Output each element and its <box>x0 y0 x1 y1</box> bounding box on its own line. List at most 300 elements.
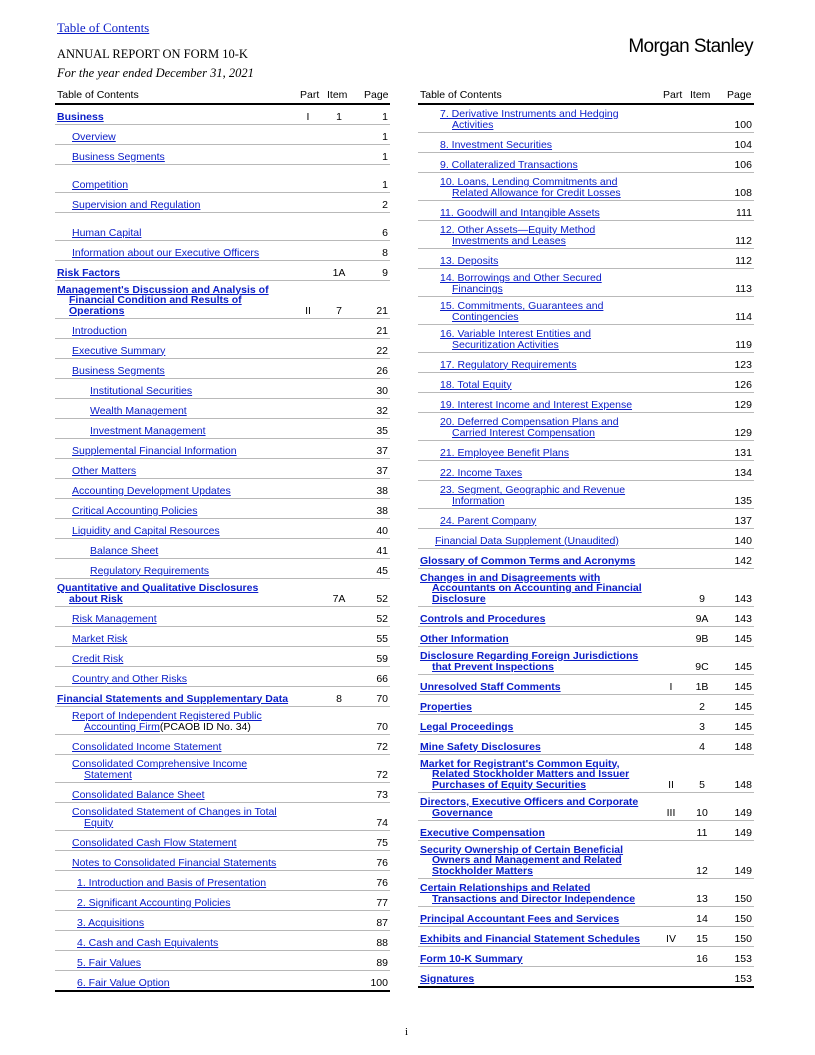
entry-line: Owners and Management and Related <box>432 854 622 866</box>
toc-entry-link[interactable] <box>72 634 127 645</box>
item-number: 13 <box>696 892 708 905</box>
toc-entry-link[interactable] <box>72 486 231 497</box>
toc-entry-link[interactable] <box>440 273 602 294</box>
entry-line: Statement <box>84 768 132 781</box>
toc-row <box>418 105 754 133</box>
toc-entry-link[interactable] <box>57 694 288 705</box>
entry-line: Consolidated Comprehensive Income <box>72 758 248 770</box>
toc-row <box>418 947 754 967</box>
toc-entry-link[interactable] <box>72 838 237 849</box>
toc-row <box>418 627 754 647</box>
entry-line: 20. Deferred Compensation Plans and <box>440 416 619 428</box>
entry-line: Mine Safety Disclosures <box>420 740 541 753</box>
item-number: 1A <box>332 266 346 279</box>
entry-line: Liquidity and Capital Resources <box>72 524 220 537</box>
toc-entry-link[interactable] <box>440 140 552 151</box>
toc-row <box>418 695 754 715</box>
part-number: II <box>668 778 674 791</box>
toc-entry-link[interactable] <box>72 807 277 828</box>
toc-row <box>55 339 390 359</box>
entry-line: Disclosure Regarding Foreign Jurisdictions <box>420 650 639 662</box>
entry-line: Accounting Development Updates <box>72 484 231 497</box>
toc-row <box>55 891 390 911</box>
toc-row <box>418 509 754 529</box>
toc-row <box>55 851 390 871</box>
toc-entry-link[interactable] <box>420 682 561 693</box>
page-ref: 9 <box>382 266 388 279</box>
toc-row <box>418 297 754 325</box>
entry-line: Regulatory Requirements <box>90 564 210 577</box>
page-ref: 35 <box>376 424 388 437</box>
part-number: IV <box>666 932 676 945</box>
toc-entry-link[interactable] <box>90 406 187 417</box>
part-number: II <box>305 304 311 317</box>
toc-entry-link[interactable] <box>420 934 640 945</box>
entry-line: Legal Proceedings <box>420 720 514 733</box>
toc-entry-link[interactable] <box>72 366 165 377</box>
page-ref: 119 <box>735 338 752 351</box>
toc-row <box>55 213 390 241</box>
toc-entry-link[interactable] <box>72 742 221 753</box>
page-ref: 153 <box>734 952 752 965</box>
toc-row <box>418 927 754 947</box>
page-ref: 145 <box>734 632 752 645</box>
entry-line-wrap <box>72 722 262 733</box>
toc-row <box>418 675 754 695</box>
toc-row <box>55 607 390 627</box>
page-ref: 52 <box>376 612 388 625</box>
toc-entry-link[interactable] <box>440 208 600 219</box>
entry-line: about Risk <box>69 592 123 605</box>
entry-line: Information about our Executive Officers <box>72 246 260 259</box>
toc-column-right <box>418 86 754 988</box>
entry-line: Signatures <box>420 972 475 985</box>
toc-header <box>55 86 390 105</box>
entry-line: Governance <box>432 806 493 819</box>
report-subtitle: For the year ended December 31, 2021 <box>57 66 254 80</box>
item-number: 10 <box>696 806 708 819</box>
part-number: I <box>306 110 310 123</box>
toc-entry-link[interactable] <box>90 386 192 397</box>
toc-entry-link[interactable] <box>90 426 206 437</box>
toc-entry-link[interactable] <box>72 858 276 869</box>
toc-entry-link[interactable] <box>77 918 144 929</box>
page-ref: 100 <box>734 118 752 131</box>
entry-line: Information <box>452 494 505 507</box>
page-ref: 73 <box>376 788 388 801</box>
toc-entry-link[interactable] <box>420 974 474 985</box>
entry-line: 19. Interest Income and Interest Expense <box>440 398 633 411</box>
page-ref: 8 <box>382 246 388 259</box>
toc-entry-link[interactable] <box>440 400 632 411</box>
table-of-contents-link[interactable]: Table of Contents <box>57 20 150 35</box>
toc-entry-link[interactable] <box>440 448 569 459</box>
toc-entry-link[interactable] <box>440 329 591 350</box>
entry-line: Exhibits and Financial Statement Schedules <box>420 932 640 945</box>
page-ref: 1 <box>382 130 388 143</box>
item-number: 11 <box>696 826 708 839</box>
toc-entry-link[interactable] <box>420 914 619 925</box>
entry-line: Country and Other Risks <box>72 672 187 685</box>
entry-line: Disclosure <box>432 592 486 605</box>
entry-line: 3. Acquisitions <box>77 916 145 929</box>
item-number: 3 <box>699 720 705 733</box>
page-ref: 129 <box>734 426 752 439</box>
entry-line: Balance Sheet <box>90 544 159 557</box>
entry-line: Management's Discussion and Analysis of <box>57 283 269 296</box>
entry-line: Other Matters <box>72 464 137 477</box>
toc-entry-link[interactable] <box>440 160 578 171</box>
toc-row <box>418 373 754 393</box>
toc-row <box>418 249 754 269</box>
page-ref: 149 <box>734 806 752 819</box>
page-ref: 76 <box>376 876 388 889</box>
toc-entry-link[interactable] <box>72 132 116 143</box>
page-ref: 88 <box>376 936 388 949</box>
toc-entry-link[interactable] <box>420 614 545 625</box>
toc-entry-link[interactable] <box>440 225 595 246</box>
toc-entry-link[interactable] <box>440 380 512 391</box>
page-ref: 66 <box>376 672 388 685</box>
entry-line: Financings <box>452 282 503 295</box>
toc-row <box>55 359 390 379</box>
toc-row <box>55 687 390 707</box>
toc-entry-link[interactable] <box>440 109 619 130</box>
entry-line: 21. Employee Benefit Plans <box>440 446 569 459</box>
toc-entry-link[interactable] <box>420 634 509 645</box>
toc-row <box>55 193 390 213</box>
page-ref: 45 <box>376 564 388 577</box>
toc-row <box>418 461 754 481</box>
toc-row <box>418 841 754 879</box>
item-number: 5 <box>699 778 705 791</box>
page-ref: 37 <box>376 464 388 477</box>
page-ref: 100 <box>370 976 388 989</box>
toc-entry-link[interactable] <box>440 360 577 371</box>
page-ref: 112 <box>735 254 752 267</box>
entry-line: Directors, Executive Officers and Corporate <box>420 796 639 808</box>
toc-entry-link[interactable] <box>420 722 513 733</box>
page-ref: 126 <box>734 378 752 391</box>
toc-row <box>55 647 390 667</box>
page-ref: 142 <box>734 554 752 567</box>
toc-row <box>55 499 390 519</box>
page-ref: 145 <box>734 700 752 713</box>
page-ref: 153 <box>734 972 752 985</box>
item-number: 7A <box>332 592 346 605</box>
header-page: Page <box>727 89 752 101</box>
page-ref: 38 <box>376 504 388 517</box>
entry-line: Form 10-K Summary <box>420 952 523 965</box>
toc-entry-link[interactable] <box>72 346 165 357</box>
toc-entry-link[interactable] <box>72 446 237 457</box>
toc-entry-link[interactable] <box>72 654 123 665</box>
page-ref: 137 <box>734 514 752 527</box>
toc-entry-link[interactable] <box>77 898 231 909</box>
page-ref: 37 <box>376 444 388 457</box>
page-ref: 143 <box>734 592 752 605</box>
toc-row <box>418 793 754 821</box>
toc-row <box>55 783 390 803</box>
toc-entry-link[interactable] <box>440 417 619 438</box>
page-ref: 75 <box>376 836 388 849</box>
header-part: Part <box>300 89 320 101</box>
toc-entry-link[interactable] <box>420 797 638 818</box>
toc-entry-link[interactable] <box>420 702 472 713</box>
page-ref: 59 <box>376 652 388 665</box>
toc-row <box>418 569 754 607</box>
toc-row <box>55 281 390 319</box>
toc-row <box>418 907 754 927</box>
page-ref: 111 <box>736 206 752 219</box>
entry-line: Executive Summary <box>72 344 166 357</box>
entry-line: 7. Derivative Instruments and Hedging <box>440 108 619 120</box>
toc-row <box>418 967 754 988</box>
page-ref: 55 <box>376 632 388 645</box>
toc-entry-link[interactable] <box>77 978 170 989</box>
item-number: 12 <box>696 864 708 877</box>
toc-entry-link[interactable] <box>77 958 141 969</box>
page-ref: 26 <box>376 364 388 377</box>
entry-line: Properties <box>420 700 472 713</box>
item-number: 9B <box>695 632 709 645</box>
page-ref: 72 <box>376 768 388 781</box>
item-number: 1B <box>695 680 709 693</box>
page-ref: 38 <box>376 484 388 497</box>
entry-line: 24. Parent Company <box>440 514 537 527</box>
toc-entry-link[interactable] <box>440 177 621 198</box>
toc-entry-link[interactable] <box>420 742 541 753</box>
entry-line: Report of Independent Registered Public <box>72 710 262 722</box>
toc-entry-link[interactable] <box>435 536 619 547</box>
toc-row <box>418 647 754 675</box>
page-ref: 30 <box>376 384 388 397</box>
toc-entry-link[interactable] <box>72 152 165 163</box>
toc-row <box>55 951 390 971</box>
page-ref: 143 <box>734 612 752 625</box>
entry-line: Changes in and Disagreements with <box>420 571 601 584</box>
toc-row <box>55 165 390 193</box>
header-item: Item <box>690 89 711 101</box>
entry-line: 10. Loans, Lending Commitments and <box>440 176 618 188</box>
toc-entry-link[interactable] <box>77 878 266 889</box>
toc-entry-link[interactable] <box>57 583 258 604</box>
entry-line: Investments and Leases <box>452 234 566 247</box>
toc-entry-link[interactable] <box>72 506 197 517</box>
entry-line: Supervision and Regulation <box>72 198 201 211</box>
entry-line: Activities <box>452 118 494 131</box>
toc-row <box>418 441 754 461</box>
toc-header <box>418 86 754 105</box>
toc-entry-link[interactable] <box>72 790 205 801</box>
entry-line: Market for Registrant's Common Equity, <box>420 757 620 770</box>
toc-entry-link[interactable] <box>440 256 498 267</box>
entry-line: Financial Statements and Supplementary Data <box>57 692 289 705</box>
toc-entry-link[interactable] <box>57 112 104 123</box>
toc-entry-link[interactable] <box>72 614 157 625</box>
toc-row <box>55 931 390 951</box>
entry-line: 2. Significant Accounting Policies <box>77 896 231 909</box>
page-number: i <box>405 1026 409 1038</box>
page-ref: 76 <box>376 856 388 869</box>
toc-row <box>418 821 754 841</box>
entry-line: Institutional Securities <box>90 384 193 397</box>
toc-row <box>418 325 754 353</box>
entry-line: Business Segments <box>72 150 165 163</box>
entry-line: 18. Total Equity <box>440 378 512 391</box>
toc-row <box>55 539 390 559</box>
toc-entry-link[interactable] <box>420 556 635 567</box>
page-ref: 150 <box>734 912 752 925</box>
toc-entry-link[interactable] <box>420 651 638 672</box>
entry-line: 17. Regulatory Requirements <box>440 358 577 371</box>
toc-entry-link[interactable] <box>420 573 642 605</box>
entry-line: Risk Factors <box>57 266 121 279</box>
toc-entry-link[interactable] <box>440 516 536 527</box>
page-ref: 6 <box>382 226 388 239</box>
header-part: Part <box>663 89 683 101</box>
entry-line: Overview <box>72 130 116 143</box>
page-ref: 2 <box>382 198 388 211</box>
toc-row <box>55 871 390 891</box>
toc-entry-link[interactable] <box>72 711 262 732</box>
entry-line: Equity <box>84 816 114 829</box>
toc-entry-link[interactable] <box>420 883 635 904</box>
toc-row <box>55 831 390 851</box>
entry-line: Security Ownership of Certain Beneficial <box>420 843 624 856</box>
toc-entry-link[interactable] <box>72 466 136 477</box>
entry-line: Business <box>57 110 104 123</box>
brand-logo: Morgan Stanley <box>628 36 753 57</box>
header-item: Item <box>327 89 348 101</box>
toc-row <box>418 879 754 907</box>
item-number: 14 <box>696 912 708 925</box>
entry-line: Introduction <box>72 324 127 337</box>
toc-row <box>55 519 390 539</box>
item-number: 15 <box>696 932 708 945</box>
toc-entry-link[interactable] <box>72 674 187 685</box>
toc-entry-link[interactable] <box>440 301 603 322</box>
entry-line: Financial Condition and Results of <box>69 294 242 306</box>
toc-row <box>418 755 754 793</box>
toc-entry-link[interactable] <box>72 180 128 191</box>
toc-entry-link[interactable] <box>72 326 127 337</box>
toc-row <box>418 353 754 373</box>
toc-entry-link[interactable] <box>72 228 141 239</box>
entry-line: Stockholder Matters <box>432 864 533 877</box>
page-ref: 150 <box>734 892 752 905</box>
toc-entry-link[interactable] <box>440 485 625 506</box>
toc-row <box>55 459 390 479</box>
entry-line: Related Stockholder Matters and Issuer <box>432 768 630 780</box>
entry-line: 5. Fair Values <box>77 956 141 969</box>
entry-line: Competition <box>72 178 129 191</box>
entry-line: Operations <box>69 304 125 317</box>
toc-row <box>418 715 754 735</box>
entry-line: Accounting Firm <box>84 720 160 733</box>
page-ref: 106 <box>734 158 752 171</box>
page-ref: 145 <box>734 720 752 733</box>
page-ref: 131 <box>734 446 752 459</box>
page-ref: 40 <box>376 524 388 537</box>
toc-row <box>418 607 754 627</box>
entry-line: Other Information <box>420 632 509 645</box>
toc-row <box>55 559 390 579</box>
item-number: 9 <box>699 592 705 605</box>
toc-entry-link[interactable] <box>72 526 220 537</box>
toc-row <box>55 579 390 607</box>
page-ref: 70 <box>376 720 388 733</box>
entry-line: Principal Accountant Fees and Services <box>420 912 620 925</box>
page-ref: 21 <box>376 304 388 317</box>
toc-entry-link[interactable] <box>420 828 545 839</box>
report-title: ANNUAL REPORT ON FORM 10-K <box>57 47 248 61</box>
entry-line: Carried Interest Compensation <box>452 426 595 439</box>
page-ref: 129 <box>734 398 752 411</box>
toc-entry-link[interactable] <box>420 845 623 877</box>
page-ref: 145 <box>734 680 752 693</box>
toc-entry-link[interactable] <box>72 248 259 259</box>
toc-entry-link[interactable] <box>57 285 269 317</box>
toc-row <box>418 393 754 413</box>
toc-entry-link[interactable] <box>90 546 158 557</box>
page-ref: 123 <box>734 358 752 371</box>
toc-entry-link[interactable] <box>420 759 629 791</box>
entry-line: 4. Cash and Cash Equivalents <box>77 936 219 949</box>
page-ref: 113 <box>735 282 752 295</box>
page-ref: 70 <box>376 692 388 705</box>
toc-row <box>55 803 390 831</box>
toc-entry-link[interactable] <box>440 468 522 479</box>
toc-entry-link[interactable] <box>57 268 120 279</box>
page-ref: 149 <box>734 826 752 839</box>
toc-entry-link[interactable] <box>72 200 200 211</box>
entry-line: Securitization Activities <box>452 338 559 351</box>
toc-row <box>55 419 390 439</box>
page-ref: 41 <box>376 544 388 557</box>
entry-line: Market Risk <box>72 632 128 645</box>
item-number: 1 <box>336 110 342 123</box>
toc-row <box>418 529 754 549</box>
page-ref: 134 <box>734 466 752 479</box>
page-ref: 148 <box>734 778 752 791</box>
toc-entry-link[interactable] <box>72 759 247 780</box>
toc-row <box>55 971 390 992</box>
entry-line: Risk Management <box>72 612 157 625</box>
item-number: 16 <box>696 952 708 965</box>
entry-line: 13. Deposits <box>440 254 499 267</box>
toc-row <box>418 481 754 509</box>
entry-line: that Prevent Inspections <box>432 660 554 673</box>
page-ref: 21 <box>376 324 388 337</box>
toc-row <box>418 269 754 297</box>
header-page: Page <box>364 89 389 101</box>
pcaob-id-note: (PCAOB ID No. 34) <box>159 720 251 733</box>
toc-row <box>418 549 754 569</box>
entry-line: Controls and Procedures <box>420 612 546 625</box>
toc-row <box>418 201 754 221</box>
item-number: 4 <box>699 740 705 753</box>
entry-line: Notes to Consolidated Financial Statements <box>72 856 277 869</box>
toc-entry-link[interactable] <box>90 566 209 577</box>
toc-rows-left <box>55 105 390 992</box>
toc-row <box>55 667 390 687</box>
toc-column-left <box>55 86 390 992</box>
item-number: 9A <box>695 612 709 625</box>
entry-line: 22. Income Taxes <box>440 466 523 479</box>
toc-entry-link[interactable] <box>77 938 218 949</box>
toc-entry-link[interactable] <box>420 954 523 965</box>
